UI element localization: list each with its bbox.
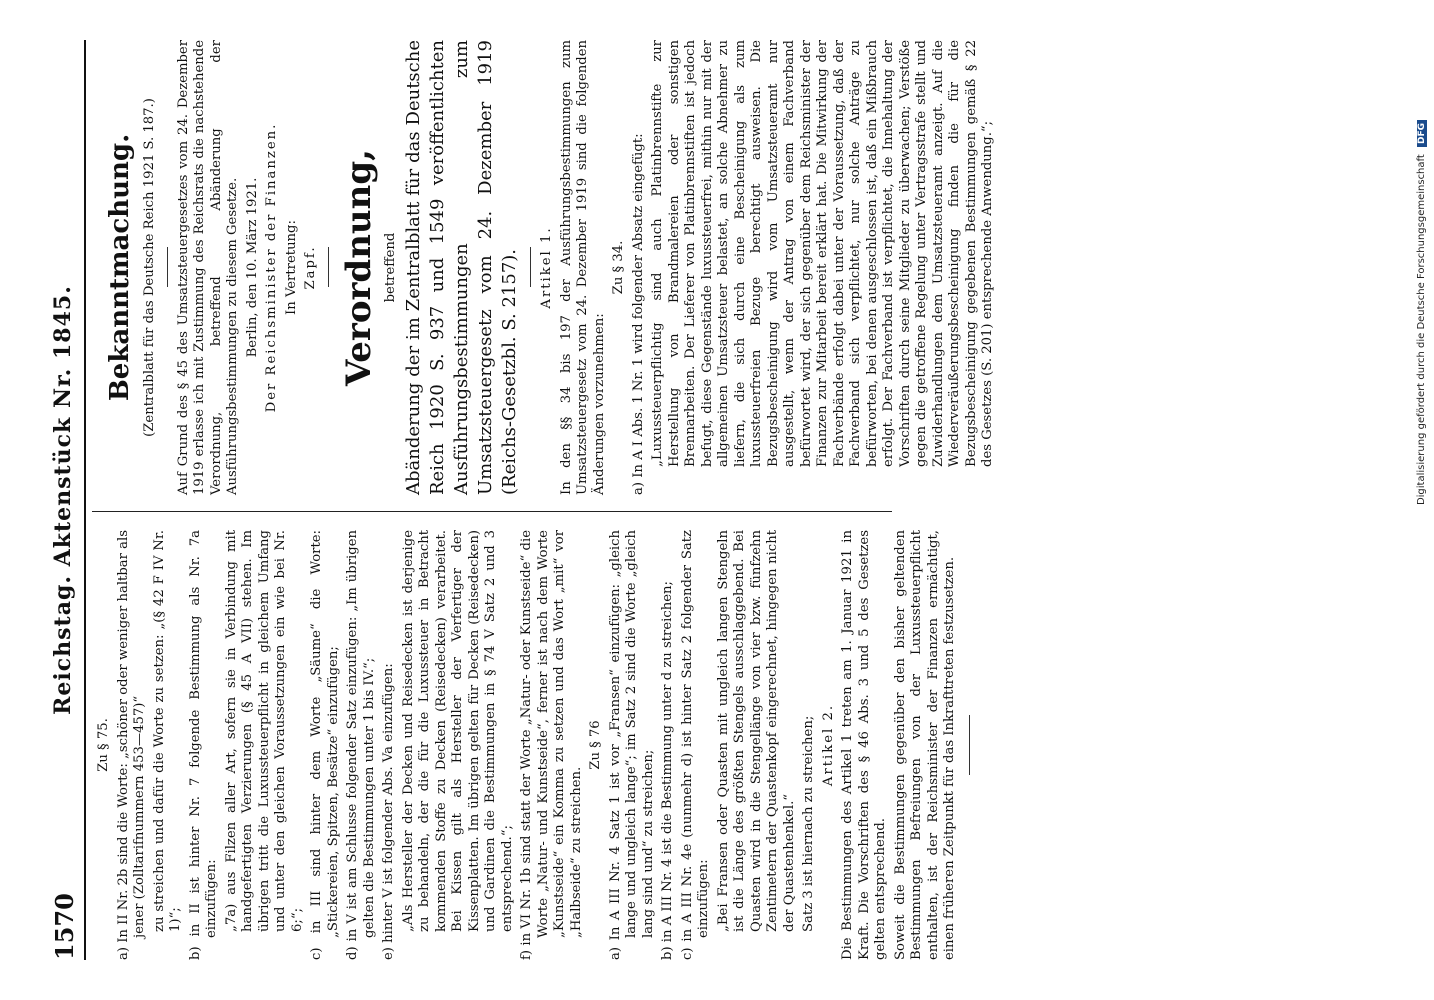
vertretung-line: In Vertretung: [283, 220, 299, 315]
paragraph: Die Bestimmungen des Artikel 1 treten am 1. Januar 1921 in Kraft. Die Vorschriften des § 46 Abs. 3 und 5 des Gesetzes gelten entsprechend. [840, 530, 888, 960]
paragraph: a) In A I Abs. 1 Nr. 1 wird folgender Absatz eingefügt: [630, 133, 646, 495]
paragraph: Soweit die Bestimmungen gegenüber den bisher geltenden Bestimmungen Befreiungen von der Luxussteuerpflicht enthalten, ist der Reichsminister der Finanzen ermächtigt, einen früheren Zeitpunkt für das Inkrafttreten festzusetzen. [892, 530, 957, 960]
paragraph: zu streichen und dafür die Worte zu setzen: „(§ 42 F IV Nr. 1)“; [151, 530, 183, 932]
article-heading: Artikel 2. [820, 703, 836, 787]
credit-text: Digitalisierung gefördert durch die Deutsche Forschungsgemeinschaft [1416, 154, 1427, 506]
minister-line: Der Reichsminister der Finanzen. [264, 122, 279, 413]
announcement-source: (Zentralblatt für das Deutsche Reich 1921 S. 187.) [142, 98, 157, 437]
paragraph: In den §§ 34 bis 197 der Ausführungsbestimmungen zum Umsatzsteuergesetz vom 24. Dezember 1919 sind die folgenden Änderungen vorzunehmen: [558, 40, 607, 495]
ordinance-title: Verordnung, [338, 149, 379, 386]
ordinance-betreffend: betreffend [382, 232, 398, 303]
quoted-paragraph: „7a) aus Filzen aller Art, sofern sie in Verbindung mit handgefertigten Verzierungen (§ 45 A VII) stehen. Im übrigen tritt die Luxussteuerpflicht in gleichem Umfang und unter den gleichen Voraussetzungen ein wie bei Nr. 6;“; [223, 530, 305, 932]
section-heading: Zu § 75. [96, 718, 111, 772]
divider [328, 248, 329, 288]
ordinance-subject: Abänderung der im Zentralblatt für das Deutsche Reich 1920 S. 937 und 1549 veröffentlichten Ausführungsbestimmungen zum Umsatzsteuergesetz vom 24. Dezember 1919 (Reichs-Gesetzbl. S. 2157). [403, 40, 520, 495]
signature-name: Zapf. [303, 245, 318, 290]
announcement-title: Bekanntmachung. [105, 133, 135, 402]
paragraph: Auf Grund des § 45 des Umsatzsteuergesetzes vom 24. Dezember 1919 erlasse ich mit Zustimmung des Reichsrats die nachstehende Verordnung, betreffend Abänderung der Ausführungsbestimmungen zu diesem Gesetze. [175, 40, 240, 495]
quoted-paragraph: „Als Hersteller der Decken und Reisedecken ist derjenige zu behandeln, der die für die Luxussteuer in Betracht kommenden Stoffe zu Decken (Reisedecken) verarbeitet. Bei Kissen gilt als Hersteller der Verfertiger der Kissenplatten. Im übrigen gelten für Decken (Reisedecken) und Gardinen die Bestimmungen in § 74 V Satz 2 und 3 entsprechend.“; [400, 530, 515, 932]
dfg-logo: DFG [1417, 120, 1427, 147]
digitization-credit [1416, 120, 1432, 880]
paragraph: c) in A III Nr. 4e (nunmehr d) ist hinter Satz 2 folgender Satz einzufügen: [679, 530, 711, 960]
section-heading: Zu § 34. [611, 240, 626, 295]
divider [167, 248, 168, 288]
page-header [44, 40, 86, 960]
paragraph: a) In II Nr. 2b sind die Worte: „schöner oder weniger haltbar als jener (Zolltarifnummern 453—457)“ [115, 530, 147, 960]
paragraph: d) in V ist am Schlusse folgender Satz einzufügen: „Im übrigen gelten die Bestimmungen unter 1 bis IV.“; [345, 530, 377, 960]
page-number: 1570 [50, 893, 79, 960]
paragraph: c) in III sind hinter dem Worte „Säume“ die Worte: „Stickereien, Spitzen, Besätze“ einzufügen; [309, 530, 341, 960]
left-column [96, 530, 980, 960]
paragraph: Satz 3 ist hiernach zu streichen; [801, 715, 816, 932]
paragraph: b) in II ist hinter Nr. 7 folgende Bestimmung als Nr. 7a einzufügen: [187, 530, 219, 960]
paragraph: e) hinter V ist folgender Abs. Va einzufügen: [381, 663, 396, 960]
section-heading: Zu § 76 [588, 720, 603, 770]
paragraph: a) In A III Nr. 4 Satz 1 ist vor „Fransen“ einzufügen: „gleich lange und ungleich lange“; im Satz 2 sind die Worte „gleich lang sind und“ zu streichen; [607, 530, 656, 960]
date-line: Berlin, den 10. März 1921. [244, 177, 260, 358]
quoted-paragraph: „Luxussteuerpflichtig sind auch Platinbrennstifte zur Herstellung von Brandmalereien oder sonstigen Brennarbeiten. Der Lieferer von Platinbrennstiften ist jedoch befugt, diese Gegenstände luxussteuerfrei, mithin nur mit der allgemeinen Umsatzsteuer belastet, an solche Abnehmer zu liefern, die sich durch eine Bescheinigung als zum luxussteuerfreien Bezuge berechtigt ausweisen. Die Bezugsbescheinigung wird vom Umsatzsteueramt nur ausgestellt, wenn der Antrag von einem Fachverband befürwortet wird, der sich gegenüber dem Reichsminister der Finanzen zur Mitarbeit bereit erklärt hat. Die Mitwirkung der Fachverbände erfolgt dabei unter der Voraussetzung, daß der Fachverband sich verpflichtet, nur solche Anträge zu befürworten, bei denen ausgeschlossen ist, daß ein Mißbrauch erfolgt. Der Fachverband ist verpflichtet, die Innehaltung der Vorschriften durch seine Mitglieder zu überwachen; Verstöße gegen die getroffene Regelung unter Vertragsstrafe stellt und Zuwiderhandlungen dem Umsatzsteueramt anzeigt. Auf die Wiederveräußerungsbescheinigung finden die für die Bezugsbescheinigung gegebenen Bestimmungen gemäß § 22 des Gesetzes (S. 201) entsprechende Anwendung.“; [650, 40, 995, 467]
paragraph: f) in VI Nr. 1b sind statt der Worte „Natur- oder Kunstseide“ die Worte „Natur- und Kunstseide“, ferner ist nach dem Worte „Kunstseide“ ein Komma zu setzen und das Wort „mit“ vor „Halbseide“ zu streichen. [519, 530, 584, 960]
article-heading: Artikel 1. [539, 226, 554, 309]
end-rule [969, 715, 970, 775]
quoted-paragraph: „Bei Fransen oder Quasten mit ungleich langen Stengeln ist die Länge des größten Stengels ausschlaggebend. Bei Quasten wird in die Stengellänge von vier bzw. fünfzehn Zentimetern der Quastenkopf eingerechnet, hingegen nicht der Quastenhenkel.“ [715, 530, 797, 932]
column-divider [92, 511, 892, 512]
right-column [96, 40, 1000, 495]
page-title: Reichstag. Aktenstück Nr. 1845. [50, 285, 76, 715]
paragraph: b) in A III Nr. 4 ist die Bestimmung unter d zu streichen; [660, 581, 675, 960]
divider [530, 248, 531, 288]
